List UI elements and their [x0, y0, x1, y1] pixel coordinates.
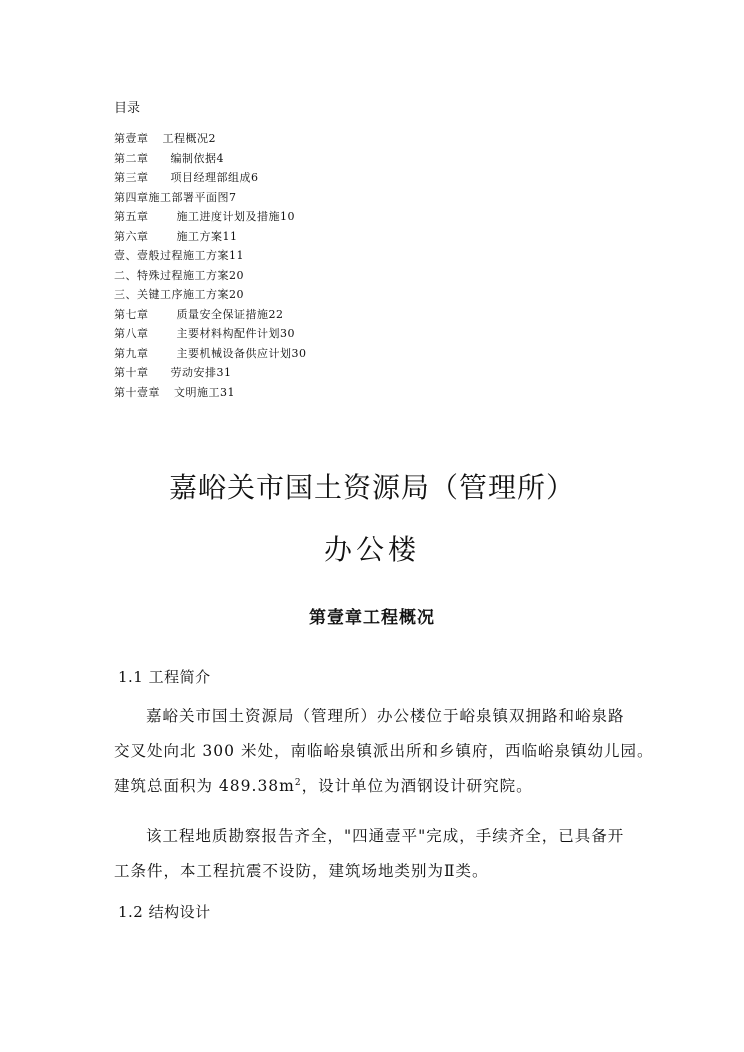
section-heading-1-1: 1.1 工程简介	[118, 668, 211, 686]
toc-entry-label: 第四章	[114, 190, 149, 204]
toc-entry-text: 壹般过程施工方案	[137, 249, 229, 262]
toc-entry-page: 10	[280, 210, 295, 223]
toc-entry-page: 6	[251, 171, 259, 184]
toc-entry	[114, 383, 307, 403]
toc-entry-page: 30	[291, 346, 307, 360]
toc-entry	[114, 266, 307, 286]
toc-entry-text: 质量安全保证措施	[176, 307, 269, 321]
toc-entry	[114, 227, 307, 247]
toc-entry	[114, 149, 307, 169]
toc-entry-text: 关键工序施工方案	[137, 288, 229, 301]
document-title: 嘉峪关市国土资源局（管理所）	[168, 471, 575, 504]
toc-entry-page: 20	[229, 288, 244, 301]
toc-entry	[114, 305, 307, 325]
toc-entry-label: 第七章	[114, 307, 149, 321]
toc-title: 目录	[114, 101, 141, 116]
toc-entry-label: 第十章	[114, 366, 149, 379]
chapter-heading: 第壹章工程概况	[309, 608, 435, 628]
paragraph-conditions	[114, 819, 674, 889]
toc-entry	[114, 246, 307, 266]
section-heading-1-2: 1.2 结构设计	[118, 903, 211, 921]
toc-entry-label: 第三章	[114, 171, 149, 184]
toc-entry-page: 4	[216, 151, 224, 165]
toc-entry-label: 第八章	[114, 327, 149, 340]
table-of-contents	[114, 129, 307, 402]
toc-entry	[114, 129, 307, 149]
toc-entry-label: 壹、	[114, 249, 137, 262]
toc-entry	[114, 285, 307, 305]
toc-entry-page: 11	[229, 249, 244, 262]
toc-entry-text: 主要机械设备供应计划	[176, 346, 292, 360]
toc-entry-page: 20	[229, 268, 244, 282]
toc-entry-text: 劳动安排	[170, 366, 217, 379]
toc-entry-label: 第十壹章	[114, 385, 160, 399]
paragraph-project-intro	[114, 699, 674, 804]
toc-entry-page: 31	[216, 366, 232, 379]
toc-entry-label: 第五章	[114, 210, 149, 223]
toc-entry-label: 第六章	[114, 229, 149, 243]
toc-entry-text: 施工方案	[176, 229, 223, 243]
toc-entry-text: 特殊过程施工方案	[137, 268, 229, 282]
toc-entry-page: 11	[222, 229, 238, 243]
paragraph-line	[114, 769, 674, 804]
design-unit-text: ，设计单位为酒钢设计研究院。	[301, 777, 533, 795]
toc-entry-label: 第九章	[114, 346, 149, 360]
toc-entry-page: 31	[220, 385, 235, 399]
paragraph-line: 嘉峪关市国土资源局（管理所）办公楼位于峪泉镇双拥路和峪泉路	[146, 707, 625, 725]
toc-entry-text: 施工部署平面图	[148, 190, 229, 204]
toc-entry-text: 施工进度计划及措施	[176, 210, 280, 223]
toc-entry-page: 22	[268, 307, 284, 321]
toc-entry-text: 主要材料构配件计划	[176, 327, 280, 340]
toc-entry	[114, 363, 307, 383]
toc-entry-page: 2	[208, 132, 216, 145]
toc-entry	[114, 168, 307, 188]
toc-entry-page: 7	[229, 190, 237, 204]
document-subtitle: 办公楼	[323, 533, 420, 566]
toc-entry-text: 文明施工	[174, 385, 220, 399]
paragraph-line: 工条件，本工程抗震不设防，建筑场地类别为Ⅱ类。	[114, 862, 489, 880]
toc-entry	[114, 188, 307, 208]
toc-entry-text: 工程概况	[162, 132, 209, 145]
superscript: 2	[294, 777, 302, 788]
toc-entry	[114, 344, 307, 364]
toc-entry-label: 第二章	[114, 151, 149, 165]
toc-entry	[114, 324, 307, 344]
toc-entry-text: 编制依据	[170, 151, 217, 165]
toc-entry-page: 30	[280, 327, 295, 340]
paragraph-line: 交叉处向北 300 米处，南临峪泉镇派出所和乡镇府，西临峪泉镇幼儿园。	[114, 742, 654, 760]
toc-entry-label: 二、	[114, 268, 137, 282]
toc-entry-text: 项目经理部组成	[170, 171, 251, 184]
area-text: 建筑总面积为 489.38m	[114, 777, 295, 795]
paragraph-line: 该工程地质勘察报告齐全，"四通壹平"完成，手续齐全，已具备开	[146, 827, 625, 845]
toc-entry-label: 第壹章	[114, 132, 149, 145]
toc-entry-label: 三、	[114, 288, 137, 301]
toc-entry	[114, 207, 307, 227]
